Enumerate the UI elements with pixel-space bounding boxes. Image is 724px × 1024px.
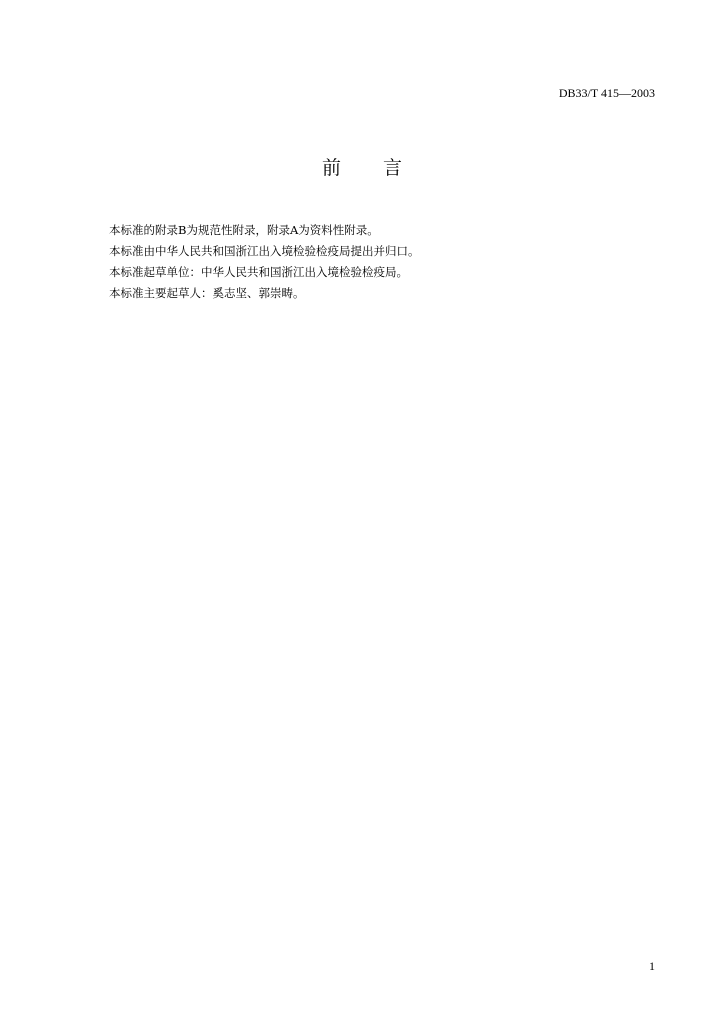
foreword-paragraph-4: 本标准主要起草人：奚志坚、郭崇畴。 <box>109 286 305 300</box>
standard-code: DB33/T 415—2003 <box>558 86 655 100</box>
foreword-paragraph-1: 本标准的附录B为规范性附录，附录A为资料性附录。 <box>109 223 379 237</box>
foreword-body <box>109 220 649 304</box>
foreword-paragraph-2: 本标准由中华人民共和国浙江出入境检验检疫局提出并归口。 <box>109 244 420 258</box>
page-title-char-1: 前 <box>321 157 341 179</box>
page-number: 1 <box>649 959 655 973</box>
page-title-char-2: 言 <box>383 157 403 179</box>
page-title <box>0 156 724 180</box>
foreword-paragraph-3: 本标准起草单位：中华人民共和国浙江出入境检验检疫局。 <box>109 265 408 279</box>
